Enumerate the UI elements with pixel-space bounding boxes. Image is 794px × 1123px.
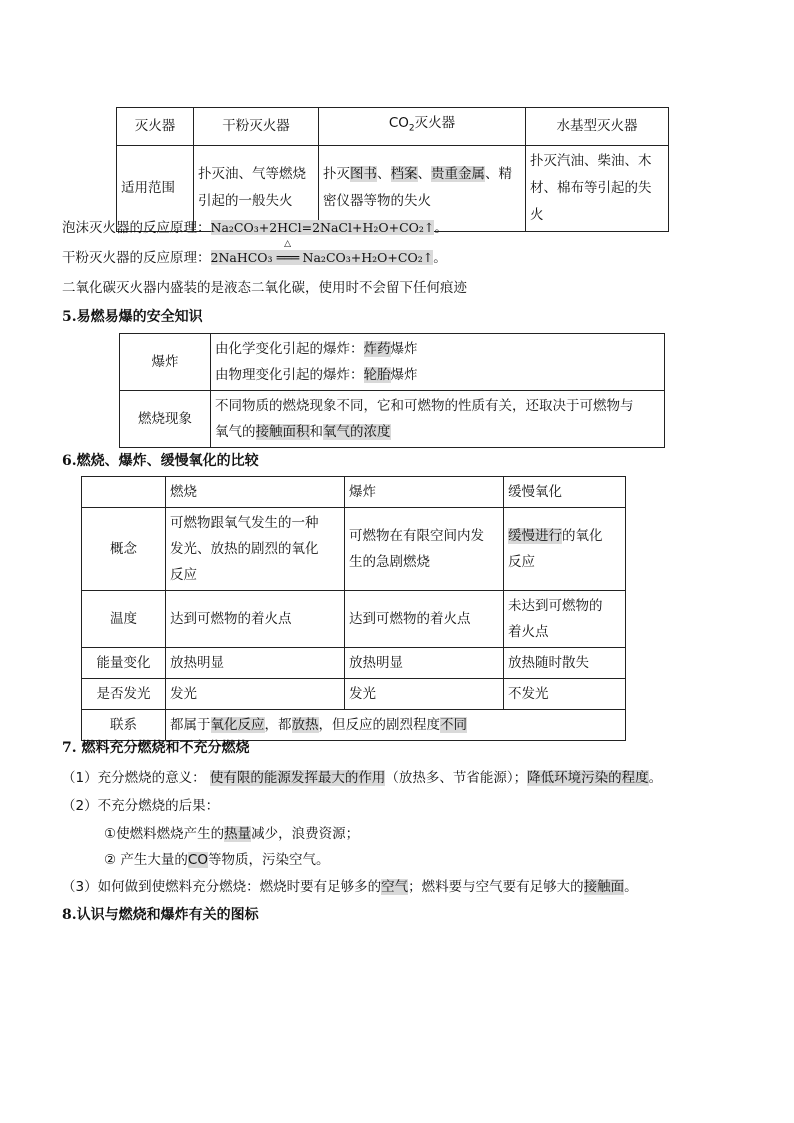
cell-line: 反应 [170,567,197,583]
cell-combustion-phenomenon [211,391,665,448]
header-extinguisher: 灭火器 [117,108,194,146]
cell-line: 不同物质的燃烧现象不同，它和可燃物的性质有关，还取决于可燃物与 [215,398,634,414]
cell-light-slow: 不发光 [504,679,626,710]
cell-water-scope [526,145,669,231]
cell-link: 都属于氧化反应，都放热，但反应的剧烈程度不同 [166,710,626,741]
header-water-based: 水基型灭火器 [526,108,669,146]
cell-energy-slow: 放热随时散失 [504,648,626,679]
header-dry-powder: 干粉灭火器 [194,108,319,146]
foam-equation: Na₂CO₃+2HCl=2NaCl+H₂O+CO₂↑ [210,220,435,235]
powder-principle: 干粉灭火器的反应原理：2NaHCO₃ △ ═══ Na₂CO₃+H₂O+CO₂↑。 [62,239,447,266]
extinguisher-table [116,107,669,232]
cell-line: 可燃物跟氧气发生的一种 [170,515,319,531]
cell-line: 可燃物在有限空间内发 [349,528,484,544]
cell-line: 由物理变化引起的爆炸：轮胎爆炸 [215,367,418,383]
cell-explosion-types [211,334,665,391]
s7-item-2b: ② 产生大量的CO等物质，污染空气。 [104,852,330,868]
powder-equation: 2NaHCO₃ △ ═══ Na₂CO₃+H₂O+CO₂↑ [210,239,434,265]
cell-line: 着火点 [508,624,549,640]
section-5-heading: 5.易燃易爆的安全知识 [62,309,203,325]
cell-line: 扑灭汽油、柴油、木 [530,152,652,169]
cell-temp-slow [504,591,626,648]
cell-temp-explosion: 达到可燃物的着火点 [345,591,504,648]
header-co2: $CO_2$灭火器 [319,108,526,146]
cell-line: 反应 [508,554,535,570]
cell-line: 扑灭油、气等燃烧 [198,166,306,183]
cell-line: 材、棉布等引起的失火 [530,179,652,223]
cell-line: 缓慢进行的氧化 [508,528,603,544]
cell-line: 扑灭图书、档案、贵重金属、精 [323,166,512,183]
row-label-temperature: 温度 [82,591,166,648]
cell-line: 引起的一般失火 [198,193,293,210]
foam-principle: 泡沫灭火器的反应原理：Na₂CO₃+2HCl=2NaCl+H₂O+CO₂↑。 [62,220,448,236]
cell-line: 密仪器等物的失火 [323,193,431,210]
cell-line: 未达到可燃物的 [508,598,603,614]
cell-line: 发光、放热的剧烈的氧化 [170,541,319,557]
cell-temp-burning: 达到可燃物的着火点 [166,591,345,648]
row-label-combustion: 燃烧现象 [120,391,211,448]
cell-energy-burning: 放热明显 [166,648,345,679]
row-label-light: 是否发光 [82,679,166,710]
cell-light-burning: 发光 [166,679,345,710]
cell-concept-explosion [345,508,504,591]
s7-item-1: （1）充分燃烧的意义： 使有限的能源发挥最大的作用（放热多、节省能源）；降低环境污染的程度。 [62,770,663,786]
cell-energy-explosion: 放热明显 [345,648,504,679]
row-label-scope: 适用范围 [117,145,194,231]
header-burning: 燃烧 [166,477,345,508]
cell-line: 氧气的接触面积和氧气的浓度 [215,424,391,440]
cell-light-explosion: 发光 [345,679,504,710]
cell-concept-burning [166,508,345,591]
header-slow-oxidation: 缓慢氧化 [504,477,626,508]
row-label-explosion: 爆炸 [120,334,211,391]
s7-item-2a: ①使燃料燃烧产生的热量减少，浪费资源； [104,826,360,842]
row-label-energy: 能量变化 [82,648,166,679]
cell-concept-slow [504,508,626,591]
section-7-heading: 7. 燃料充分燃烧和不充分燃烧 [62,740,250,756]
co2-note: 二氧化碳灭火器内盛装的是液态二氧化碳，使用时不会留下任何痕迹 [62,280,467,296]
header-explosion: 爆炸 [345,477,504,508]
cell-line: 由化学变化引起的爆炸：炸药爆炸 [215,341,418,357]
s7-item-3: （3）如何做到使燃料充分燃烧：燃烧时要有足够多的空气；燃料要与空气要有足够大的接触面。 [62,879,638,895]
row-label-concept: 概念 [82,508,166,591]
section-8-heading: 8.认识与燃烧和爆炸有关的图标 [62,907,259,923]
cell-line: 生的急剧燃烧 [349,554,430,570]
comparison-table [81,476,626,741]
header-empty [82,477,166,508]
safety-table [119,333,665,448]
row-label-link: 联系 [82,710,166,741]
s7-item-2: （2）不充分燃烧的后果： [62,798,220,814]
section-6-heading: 6.燃烧、爆炸、缓慢氧化的比较 [62,453,259,469]
